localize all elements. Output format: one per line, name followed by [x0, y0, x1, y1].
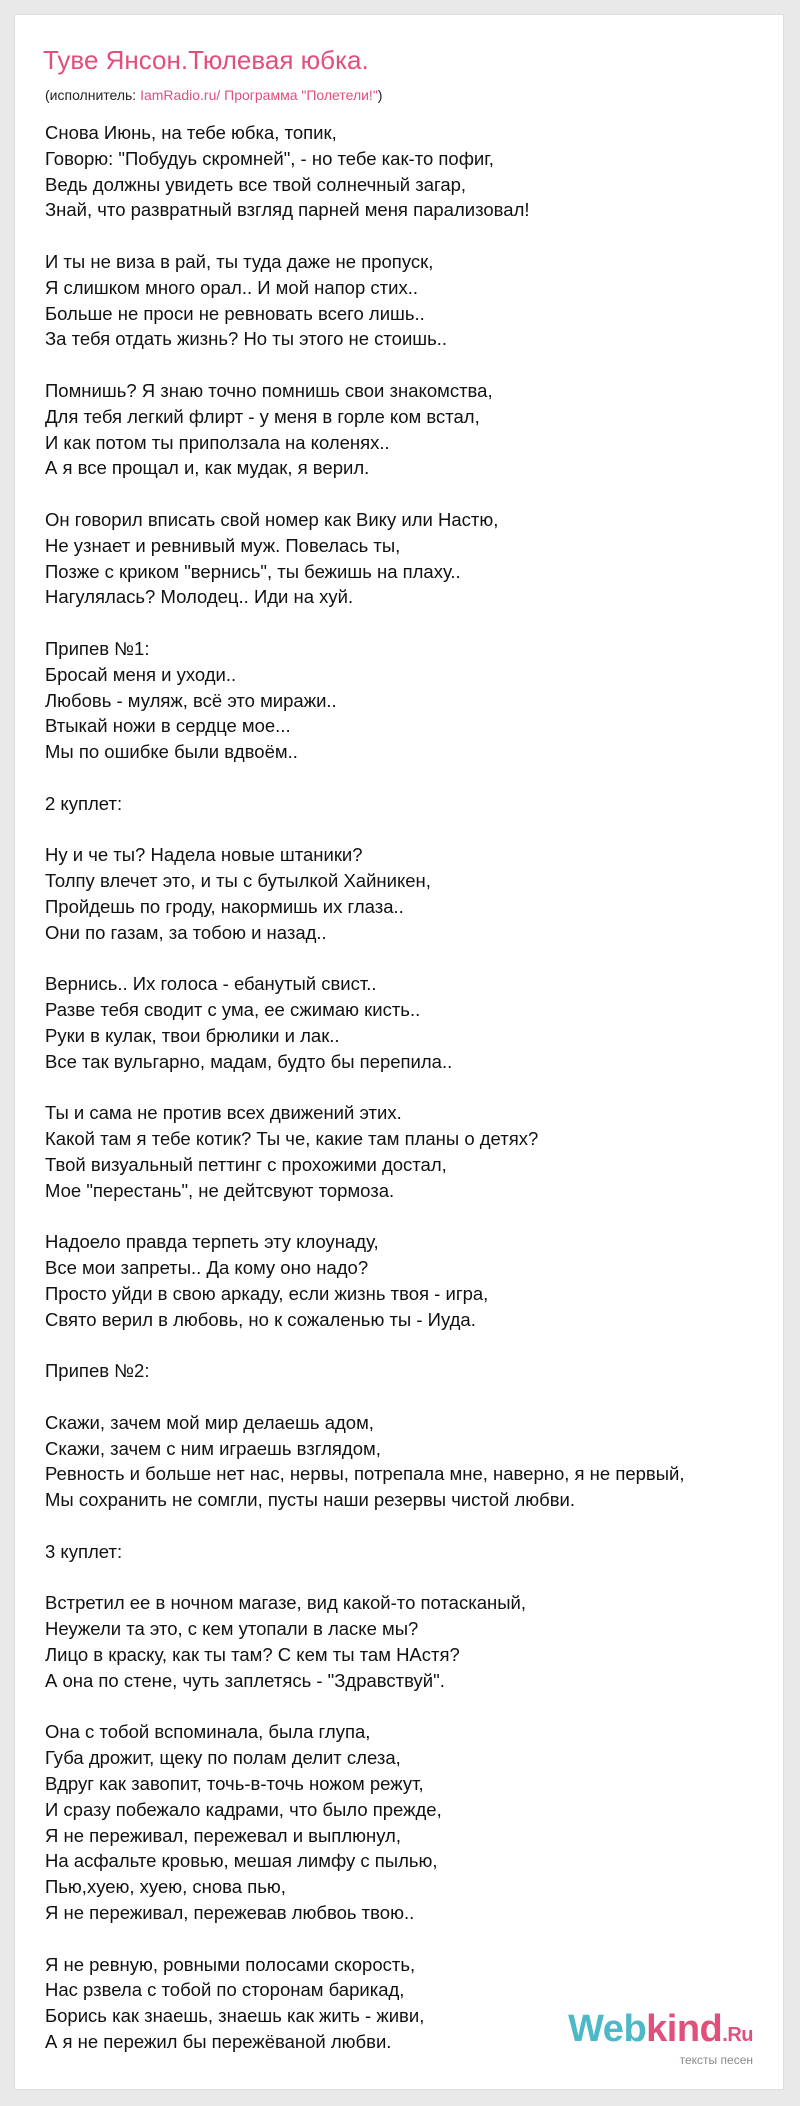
lyric-line: Припев №1: — [45, 637, 150, 659]
lyric-line: Я не переживал, пережевал и выплюнул, — [45, 1824, 401, 1846]
blank-line — [45, 481, 775, 507]
lyrics-card — [14, 14, 784, 2090]
lyric-line: Разве тебя сводит с ума, ее сжимаю кисть.. — [45, 999, 421, 1021]
lyric-line: Нас рзвела с тобой по сторонам барикад, — [45, 1979, 405, 2001]
blank-line — [45, 1332, 775, 1358]
lyric-line: Он говорил вписать свой номер как Вику или Настю, — [45, 508, 499, 530]
lyric-line: Неужели та это, с кем утопали в ласке мы? — [45, 1618, 419, 1640]
blank-line — [45, 765, 775, 791]
lyric-line: Пью,хуею, хуею, снова пью, — [45, 1876, 286, 1898]
lyric-line: Вдруг как завопит, точь-в-точь ножом режут, — [45, 1773, 424, 1794]
lyric-line: Все мои запреты.. Да кому оно надо? — [45, 1257, 369, 1279]
lyric-line: Лицо в краску, как ты там? С кем ты там НАстя? — [45, 1644, 460, 1666]
logo-web-part: Web — [568, 2008, 647, 2050]
lyric-line: 2 куплет: — [45, 792, 123, 814]
lyric-line: Позже с криком "вернись", ты бежишь на плаху.. — [45, 560, 461, 582]
lyric-line: Толпу влечет это, и ты с бутылкой Хайникен, — [45, 870, 431, 892]
blank-line — [45, 352, 775, 378]
lyric-line: Любовь - муляж, всё это миражи.. — [45, 689, 337, 711]
lyric-line: Ну и че ты? Надела новые штаники? — [45, 844, 363, 866]
lyric-line: Мы сохранить не сомгли, пусты наши резервы чистой любви. — [45, 1489, 576, 1511]
lyric-line: Губа дрожит, щеку по полам делит слеза, — [45, 1747, 401, 1769]
lyric-line: Больше не проси не ревновать всего лишь.. — [45, 302, 425, 324]
lyric-line: Все так вульгарно, мадам, будто бы перепила.. — [45, 1050, 453, 1072]
performer-link[interactable]: IamRadio.ru/ Программа "Полетели!" — [140, 87, 378, 103]
lyric-line: Просто уйди в свою аркаду, если жизнь твоя - игра, — [45, 1282, 489, 1304]
lyric-line: Она с тобой вспоминала, была глупа, — [45, 1721, 371, 1743]
webkind-logo[interactable] — [568, 2009, 753, 2067]
lyric-line: Втыкай ножи в сердце мое... — [45, 715, 291, 737]
blank-line — [45, 1565, 775, 1591]
blank-line — [45, 1694, 775, 1720]
lyric-line: Для тебя легкий флирт - у меня в горле ком встал, — [45, 405, 480, 427]
lyric-line: А я не пережил бы пережёваной любви. — [45, 2030, 392, 2052]
lyric-line: Я не ревную, ровными полосами скорость, — [45, 1953, 416, 1975]
blank-line — [45, 1513, 775, 1539]
lyric-line: Руки в кулак, твои брюлики и лак.. — [45, 1024, 340, 1046]
blank-line — [45, 1384, 775, 1410]
lyric-line: Мы по ошибке были вдвоём.. — [45, 741, 298, 763]
lyric-line: Я не переживал, пережевав любвоь твою.. — [45, 1901, 415, 1923]
lyric-line: Говорю: "Побудуь скромней", - но тебе как-то пофиг, — [45, 147, 494, 169]
lyric-line: Ты и сама не против всех движений этих. — [45, 1102, 402, 1124]
lyric-line: Я слишком много орал.. И мой напор стих.. — [45, 276, 418, 298]
lyric-line: Борись как знаешь, знаешь как жить - живи, — [45, 2005, 425, 2027]
logo-kind-part: kind — [646, 2008, 723, 2050]
lyric-line: Мое "перестань", не дейтсвуют тормоза. — [45, 1179, 395, 1201]
lyric-line: Помнишь? Я знаю точно помнишь свои знакомства, — [45, 379, 493, 401]
lyric-line: Пройдешь по гроду, накормишь их глаза.. — [45, 895, 404, 917]
lyric-line: Знай, что развратный взгляд парней меня парализовал! — [45, 199, 530, 221]
blank-line — [45, 946, 775, 972]
lyric-line: И как потом ты приползала на коленях.. — [45, 431, 390, 453]
logo-tagline: тексты песен — [679, 2053, 753, 2067]
lyric-line: Не узнает и ревнивый муж. Повелась ты, — [45, 534, 401, 556]
lyric-line: Скажи, зачем мой мир делаешь адом, — [45, 1411, 374, 1433]
lyric-line: Припев №2: — [45, 1360, 150, 1382]
lyric-line: Твой визуальный петтинг с прохожими достал, — [45, 1153, 447, 1175]
lyric-line: А я все прощал и, как мудак, я верил. — [45, 457, 370, 479]
lyric-line: Бросай меня и уходи.. — [45, 663, 237, 685]
lyric-line: Они по газам, за тобою и назад.. — [45, 921, 327, 943]
logo-wordmark — [568, 2009, 753, 2055]
lyric-line: 3 куплет: — [45, 1540, 123, 1562]
lyric-line: Скажи, зачем с ним играешь взглядом, — [45, 1437, 381, 1459]
lyric-line: На асфальте кровью, мешая лимфу с пылью, — [45, 1850, 438, 1872]
page-title: Туве Янсон.Тюлевая юбка. — [43, 45, 369, 75]
blank-line — [45, 1203, 775, 1229]
lyric-line: И ты не виза в рай, ты туда даже не пропуск, — [45, 250, 434, 272]
blank-line — [45, 223, 775, 249]
lyric-line: И сразу побежало кадрами, что было прежде, — [45, 1798, 442, 1820]
lyric-line: Какой там я тебе котик? Ты че, какие там планы о детях? — [45, 1128, 539, 1150]
performer-suffix: ) — [377, 87, 383, 103]
lyric-line: Ревность и больше нет нас, нервы, потрепала мне, наверно, я не первый, — [45, 1463, 685, 1485]
lyric-line: Вернись.. Их голоса - ебанутый свист.. — [45, 973, 377, 995]
blank-line — [45, 1926, 775, 1952]
blank-line — [45, 1074, 775, 1100]
logo-ru-part: .Ru — [722, 2024, 753, 2046]
lyric-line: Свято верил в любовь, но к сожаленью ты - Иуда. — [45, 1308, 476, 1330]
performer-prefix: (исполнитель: — [45, 87, 141, 103]
lyrics-text — [45, 120, 775, 2055]
performer-line — [45, 87, 382, 103]
lyric-line: Нагулялась? Молодец.. Иди на хуй. — [45, 586, 354, 608]
blank-line — [45, 817, 775, 843]
lyric-line: Встретил ее в ночном магазе, вид какой-то потасканый, — [45, 1592, 526, 1614]
lyric-line: Ведь должны увидеть все твой солнечный загар, — [45, 173, 467, 195]
lyric-line: Надоело правда терпеть эту клоунаду, — [45, 1231, 379, 1253]
lyric-line: За тебя отдать жизнь? Но ты этого не стоишь.. — [45, 328, 448, 350]
lyric-line: А она по стене, чуть заплетясь - "Здравствуй". — [45, 1669, 445, 1691]
lyric-line: Снова Июнь, на тебе юбка, топик, — [45, 122, 337, 143]
blank-line — [45, 610, 775, 636]
